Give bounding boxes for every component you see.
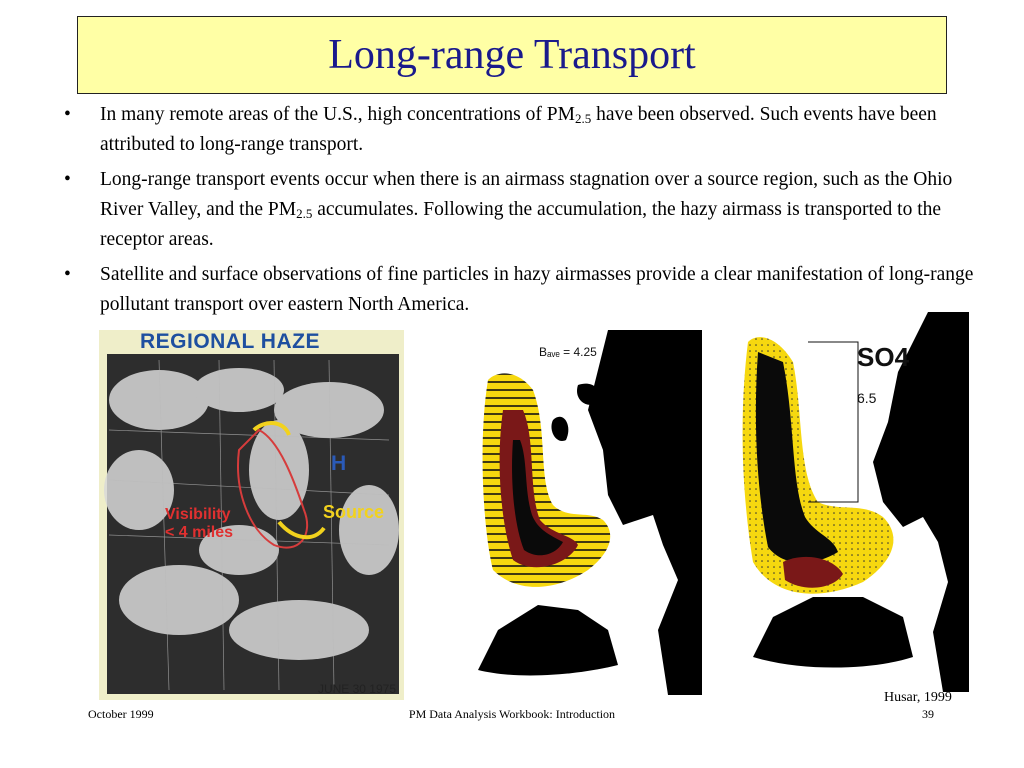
high-pressure-label: H [331, 452, 347, 475]
image-date: JUNE 30 1975 [317, 682, 396, 696]
bullet-text-tail: accumulates. Following the accumulation, the hazy airmass is transported to the receptor areas. [100, 199, 942, 250]
bullet-dot: • [64, 264, 71, 285]
footer-date: October 1999 [88, 707, 154, 721]
bullet-text: Long-range transport events occur when there is an airmass stagnation over a source region, such as the Ohio River Valley, and the PM [100, 169, 953, 220]
bullet-item [60, 165, 980, 255]
visibility-line-2: < 4 miles [165, 524, 234, 541]
slide-title: Long-range Transport [328, 32, 696, 78]
bullet-item [60, 100, 980, 160]
contour-map-b-ext [458, 330, 702, 695]
bullet-list [60, 100, 980, 325]
title-box [77, 16, 947, 94]
pm-subscript: 2.5 [574, 111, 592, 126]
visibility-line-1: Visibility [165, 506, 231, 523]
footer-title: PM Data Analysis Workbook: Introduction [408, 707, 616, 721]
figure-credit: Husar, 1999 [884, 690, 952, 705]
bullet-dot: • [64, 169, 71, 190]
visibility-label [165, 506, 233, 542]
bullet-dot: • [64, 104, 71, 125]
source-label: Source [323, 502, 385, 522]
contour-map-so4-drawing [723, 312, 969, 692]
page-number: 39 [922, 707, 934, 721]
so4-label: SO4 [857, 342, 910, 372]
bullet-item [60, 260, 980, 320]
regional-haze-satellite-image [99, 330, 404, 700]
bullet-text: In many remote areas of the U.S., high concentrations of PM [100, 104, 575, 125]
bullet-text: Satellite and surface observations of fine particles in hazy airmasses provide a clear manifestation of long-range pollutant transport over eastern North America. [100, 264, 974, 315]
b-ave-label: Bₐᵥₑ = 4.25 [539, 345, 597, 359]
so4-value: 6.5 [857, 390, 877, 406]
regional-haze-header: REGIONAL HAZE [140, 330, 320, 353]
bullet-text-tail: have been observed. Such events have been attributed to long-range transport. [100, 104, 937, 155]
contour-map-b-drawing [458, 330, 702, 695]
pm-subscript: 2.5 [296, 206, 313, 221]
contour-map-so4 [723, 312, 969, 692]
